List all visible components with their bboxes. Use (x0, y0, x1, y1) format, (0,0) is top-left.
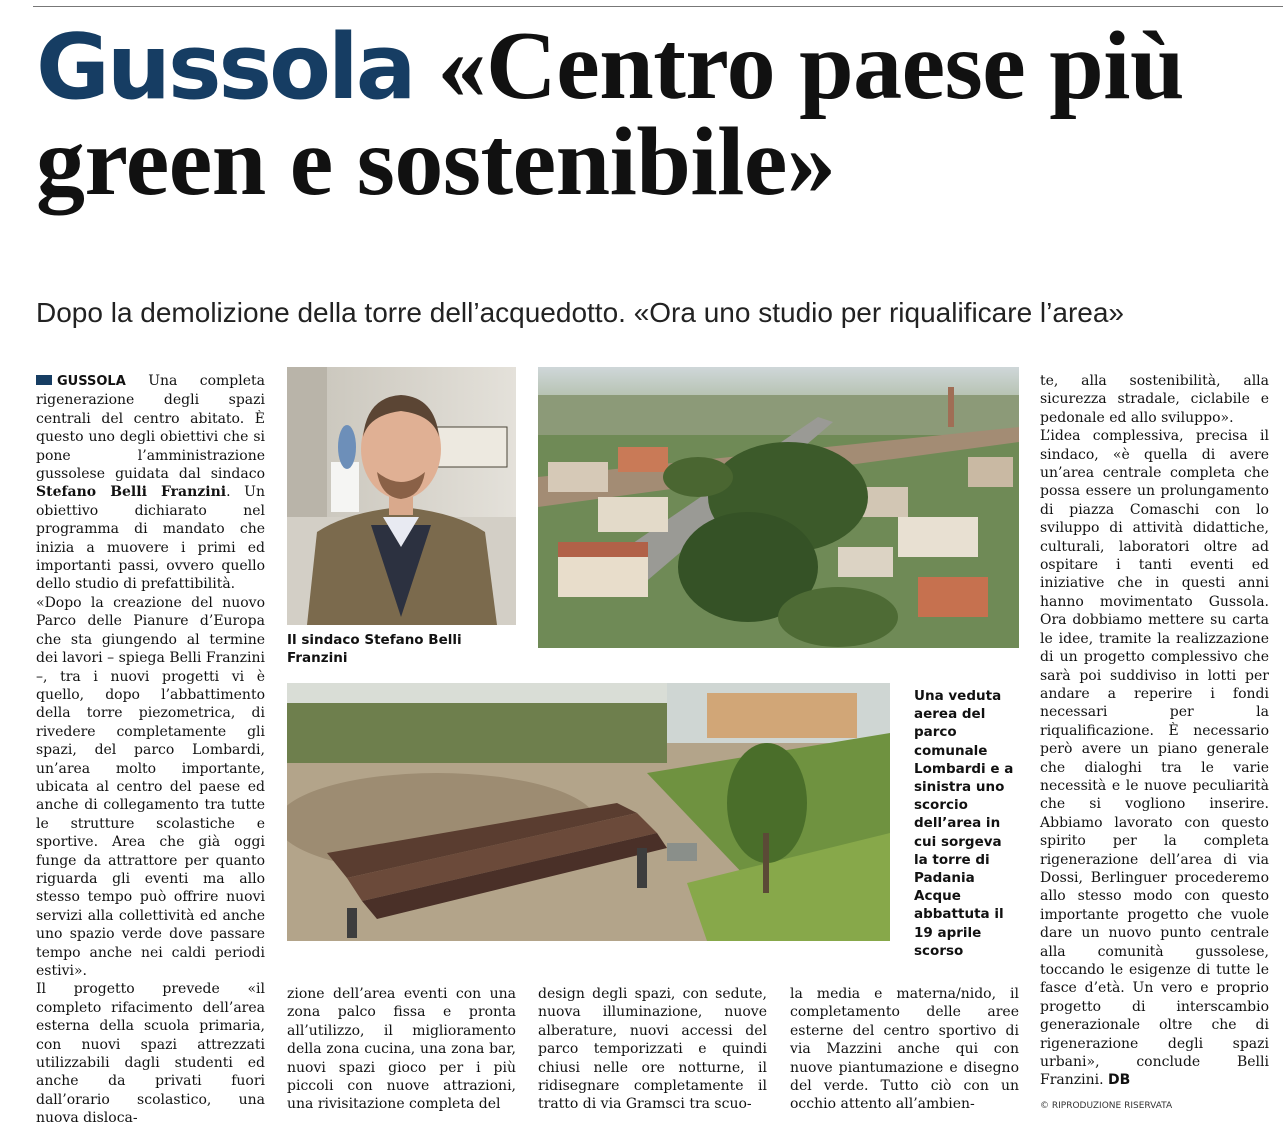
dateline: GUSSOLA (57, 374, 126, 389)
article-column-4 (790, 985, 1019, 1114)
top-rule (33, 6, 1283, 7)
article-column-5 (1040, 372, 1269, 1090)
column-2-text: zione dell’area eventi con una zona palco fissa e pronta all’utilizzo, il miglioramento della zona cucina, una zona bar, nuovi spazi gioco per i più piccoli con nuove attrazioni, una rivisitazione completa del (287, 986, 516, 1113)
headline-quote: «Centro paese più green e sostenibile» (36, 12, 1185, 217)
paragraph-1-end: . Un obiettivo dichiarato nel programma di mandato che inizia a muovere i primi ed importanti passi, ovvero quello dello studio di prefattibilità. (36, 484, 265, 593)
mayor-photo (287, 367, 516, 625)
headline-location: Gussola (36, 15, 414, 120)
park-photo-caption: Una veduta aerea del parco comunale Lombardi e a sinistra uno scorcio dell’area in cui sorgeva la torre di Padania Acque abbattuta il 19 aprile scorso (914, 688, 1014, 959)
subtitle: Dopo la demolizione della torre dell’acquedotto. «Ora uno studio per riqualificare l’area» (36, 297, 1124, 328)
column-3-text: design degli spazi, con sedute, nuova illuminazione, nuove alberature, nuovi accessi del parco temporizzati e quindi chiusi nelle ore notturne, il ridisegnare completamente il tratto di via Gramsci tra scuo- (538, 986, 767, 1113)
column-5-paragraph-2 (1040, 427, 1269, 1090)
mayor-name: Stefano Belli Franzini (36, 484, 227, 501)
column-5-paragraph-1: te, alla sostenibilità, alla sicurezza stradale, ciclabile e pedonale ed allo sviluppo». (1040, 373, 1269, 426)
dateline-marker (36, 375, 52, 385)
column-5-paragraph-2-text: L’idea complessiva, precisa il sindaco, «è quella di avere un’area centrale completa che possa essere un prolungamento di piazza Comaschi con lo sviluppo di attività didattiche, culturali, laboratori oltre ad ospitare i tanti eventi ed iniziative che in questi anni hanno movimentato Gussola. Ora dobbiamo mettere su carta le idee, tramite la realizzazione di un progetto complessivo che sarà poi suddiviso in lotti per andare a reperire i fondi necessari per la riqualificazione. È necessario però avere un piano generale che dialoghi tra le varie necessità e le nuove peculiarità che si vogliono inserire. Abbiamo lavorato con questo spirito per la completa rigenerazione dell’area di via Dossi, Berlinguer procederemo allo stesso modo con questo importante progetto che vuole dare un nuovo punto centrale alla comunità gussolese, toccando le esigenze di tutte le fasce d’età. Un vero e proprio progetto di interscambio generazionale oltre che di rigenerazione degli spazi urbani», conclude Belli Franzini. (1040, 428, 1269, 1089)
article-column-3 (538, 985, 767, 1114)
aerial-photo (538, 367, 1019, 648)
park-photo (287, 683, 890, 941)
headline (36, 12, 1288, 217)
paragraph-1-start: Una completa rigenerazione degli spazi centrali del centro abitato. È questo uno degli obiettivi che si pone l’amministrazione gussolese guidata dal sindaco (36, 373, 266, 483)
paragraph-2: «Dopo la creazione del nuovo Parco delle Pianure d’Europa che sta giungendo al termine dei lavori – spiega Belli Franzini –, tra i nuovi progetti vi è quello, dopo l’abbattimento della torre piezometrica, di rivedere completamente gli spazi, del parco Lombardi, un’area molto importante, ubicata al centro del paese ed anche di collegamento tra tutte le strutture scolastiche e sportive. Area che già oggi funge da attrattore per quanto riguarda gli eventi ma allo stesso tempo può offrire nuovi servizi alla collettività ed anche uno spazio verde dove passare tempo anche nei caldi periodi estivi». (36, 594, 265, 979)
article-column-1 (36, 372, 265, 1128)
copyright-notice: © RIPRODUZIONE RISERVATA (1040, 1101, 1173, 1111)
article-column-2 (287, 985, 516, 1114)
column-4-text: la media e materna/nido, il completamento delle aree esterne del centro sportivo di via Mazzini anche qui con nuove piantumazione e disegno del verde. Tutto ciò con un occhio attento all’ambien- (790, 986, 1019, 1113)
paragraph-1 (36, 372, 265, 594)
author-signature: DB (1108, 1072, 1131, 1089)
mayor-photo-caption: Il sindaco Stefano Belli Franzini (287, 632, 462, 667)
paragraph-3: Il progetto prevede «il completo rifacimento dell’area esterna della scuola primaria, con nuovi spazi attrezzati utilizzabili dagli studenti ed anche da privati fuori dall’orario scolastico, una nuova disloca- (36, 981, 265, 1127)
